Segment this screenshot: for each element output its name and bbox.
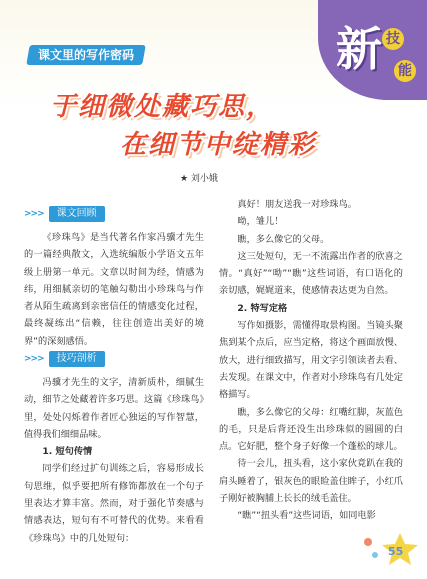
column-logo-char-2: 能 (394, 60, 416, 82)
paragraph-review: 《珍珠鸟》是当代著名作家冯骥才先生的一篇经典散文，入选统编版小学语文五年级上册第一单元。文章以时间为经，情感为纬，用细腻亲切的笔触勾勒出小珍珠鸟与作者从陌生疏离到亲密信任的情感变化过程，最终凝练出“信赖，往往创造出美好的境界”的深刻感悟。 (24, 232, 204, 347)
paragraph-analysis-intro: 冯骥才先生的文字，清新质朴，细腻生动，细节之处藏着许多巧思。这篇《珍珠鸟》里，处处闪烁着作者匠心独运的写作智慧，值得我们细细品味。 (24, 377, 204, 440)
paragraph-close-up: 写作如摄影，需懂得取景构图。当镜头聚焦到某个点后，应当定格，将这个画面放慢、放大，进行细致描写，用文字引领读者去看、去发现。在课文中，作者对小珍珠鸟有几处定格描写。 (219, 320, 403, 401)
left-column-part-2 (24, 374, 204, 547)
subheading-short-sentences: 1. 短句传情 (42, 446, 93, 458)
page-number: 55 (388, 545, 404, 558)
left-column-part-1 (24, 229, 204, 350)
article-title-line-2: 在细节中绽精彩 (120, 130, 317, 160)
decoration-dot (372, 552, 378, 558)
right-column (219, 196, 403, 525)
section-header-review (24, 205, 105, 222)
column-section-tag: 课文里的写作密码 (26, 45, 146, 65)
author-byline: ★ 刘小娥 (180, 174, 218, 184)
column-logo-main-char: 新 (336, 22, 382, 76)
arrows-icon: >>> (24, 353, 44, 364)
subheading-close-up: 2. 特写定格 (237, 302, 288, 314)
quote-block: 瞧，多么像它的父母：红嘴红脚，灰蓝色的毛，只是后背还没生出珍珠似的圆圆的白点。它好肥，整个身子好像一个蓬松的球儿。 (219, 406, 403, 453)
paragraph-continuation: “瞧”“扭头看”这些词语，如同电影 (237, 510, 376, 522)
column-logo-char-1: 技 (382, 28, 404, 50)
section-header-analysis (24, 350, 105, 367)
paragraph-short-sentences: 同学们经过扩句训练之后，容易形成长句思维，似乎要把所有修饰都放在一个句子里表达才算丰富。然而，对于强化节奏感与情感表达，短句有不可替代的优势。来看看《珍珠鸟》中的几处短句： (24, 463, 204, 544)
section-label: 技巧剖析 (49, 351, 105, 367)
paragraph-short-sentence-effect: 这三处短句，无一不流露出作者的欣喜之情。“真好”“呦”“瞧”这些词语，有口语化的亲切感，娓娓道来，使感情表达更为自然。 (219, 250, 403, 297)
quote-line: 呦，雏儿！ (237, 216, 284, 228)
quote-line: 瞧，多么像它的父母。 (237, 233, 330, 245)
article-title-line-1: 于细微处藏巧思， (50, 92, 275, 122)
arrows-icon: >>> (24, 208, 44, 219)
section-label: 课文回顾 (49, 206, 105, 222)
quote-line: 真好！朋友送我一对珍珠鸟。 (237, 199, 357, 210)
decoration-dot (364, 538, 372, 546)
quote-block: 待一会儿，扭头看，这小家伙竟趴在我的肩头睡着了，银灰色的眼睑盖住眸子，小红爪子刚好被胸脯上长长的绒毛盖住。 (219, 458, 403, 505)
